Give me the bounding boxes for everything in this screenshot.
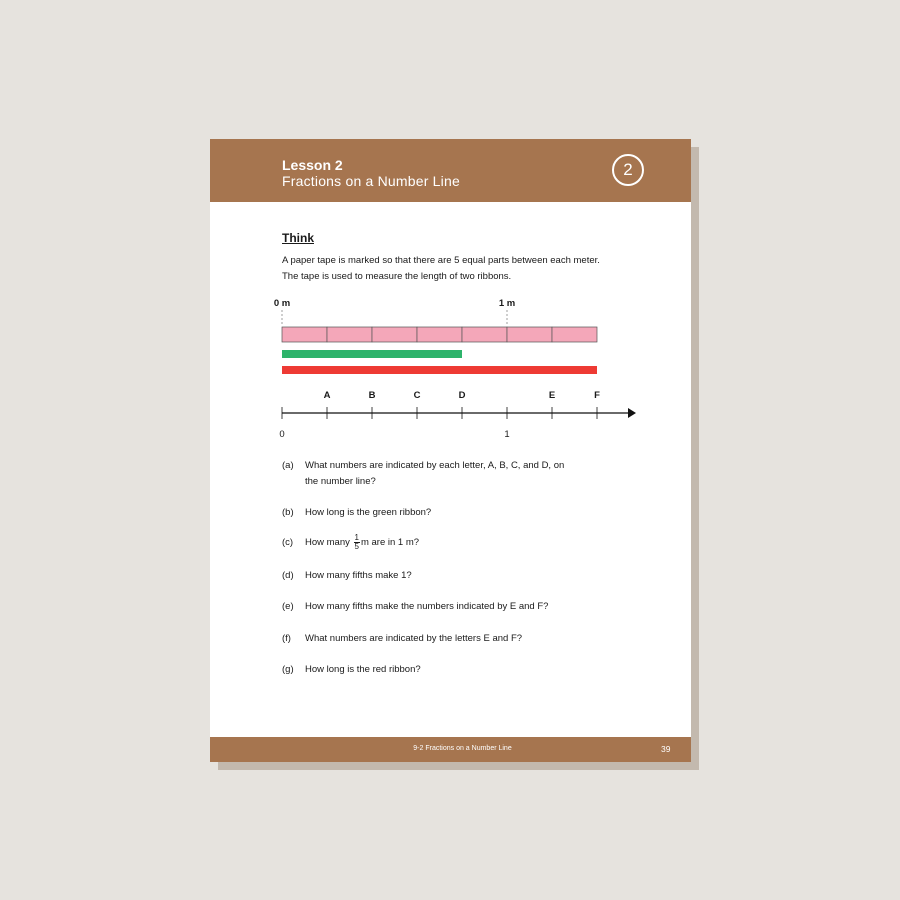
question-text-end: m are in 1 m? <box>360 537 420 549</box>
number-line-arrow-icon <box>628 408 636 418</box>
question-text: How long is the red ribbon? <box>305 664 421 675</box>
question-label: (g) <box>282 664 294 675</box>
lesson-badge: 2 <box>612 154 644 186</box>
question-label: (c) <box>282 537 294 549</box>
number-label: 0 <box>279 429 285 440</box>
point-letter-b: B <box>368 390 376 401</box>
question-label: (f) <box>282 633 291 644</box>
red-ribbon <box>282 366 597 374</box>
question-label: (b) <box>282 507 294 518</box>
page-number: 39 <box>661 744 671 754</box>
point-letter-a: A <box>323 390 331 401</box>
question-text: What numbers are indicated by the letters E and F? <box>305 633 523 644</box>
textbook-page <box>210 139 691 762</box>
question-d <box>282 570 412 581</box>
question-f <box>282 633 522 644</box>
question-b <box>282 507 431 518</box>
footer-section-title: 9-2 Fractions on a Number Line <box>413 745 512 752</box>
fraction-one-fifth <box>354 534 360 551</box>
question-c <box>282 534 419 551</box>
question-label: (a) <box>282 460 294 471</box>
question-e <box>282 601 548 612</box>
intro-line-2: The tape is used to measure the length of two ribbons. <box>282 271 512 282</box>
question-g <box>282 664 421 675</box>
think-heading: Think <box>282 231 314 245</box>
tape-segment <box>552 327 597 342</box>
point-letter-d: D <box>458 390 466 401</box>
tape-segment <box>327 327 372 342</box>
tape-segment <box>507 327 552 342</box>
question-a-continued: the number line? <box>305 476 376 487</box>
question-text: How long is the green ribbon? <box>305 507 432 518</box>
green-ribbon <box>282 350 462 358</box>
tape-segment <box>462 327 507 342</box>
tape-and-number-line-figure <box>210 294 691 444</box>
tape-segment <box>417 327 462 342</box>
question-text: How many <box>305 537 350 549</box>
fraction-denominator: 5 <box>354 542 359 551</box>
tape-label: 1 m <box>498 298 516 309</box>
question-text: What numbers are indicated by each letter, A, B, C, and D, on <box>305 460 565 471</box>
lesson-number: Lesson 2 <box>282 157 343 173</box>
question-label: (e) <box>282 601 294 612</box>
lesson-title: Fractions on a Number Line <box>282 173 460 189</box>
question-label: (d) <box>282 570 294 581</box>
page-footer <box>210 737 691 762</box>
tape-label: 0 m <box>273 298 291 309</box>
lesson-header <box>210 139 691 202</box>
point-letter-c: C <box>413 390 421 401</box>
tape-segment <box>282 327 327 342</box>
point-letter-f: F <box>594 390 600 401</box>
question-text: How many fifths make the numbers indicated by E and F? <box>305 601 549 612</box>
number-label: 1 <box>504 429 510 440</box>
question-text: How many fifths make 1? <box>305 570 412 581</box>
intro-line-1: A paper tape is marked so that there are 5 equal parts between each meter. <box>282 255 600 266</box>
tape-segment <box>372 327 417 342</box>
point-letter-e: E <box>548 390 556 401</box>
question-a <box>282 460 564 471</box>
fraction-numerator: 1 <box>354 533 359 542</box>
